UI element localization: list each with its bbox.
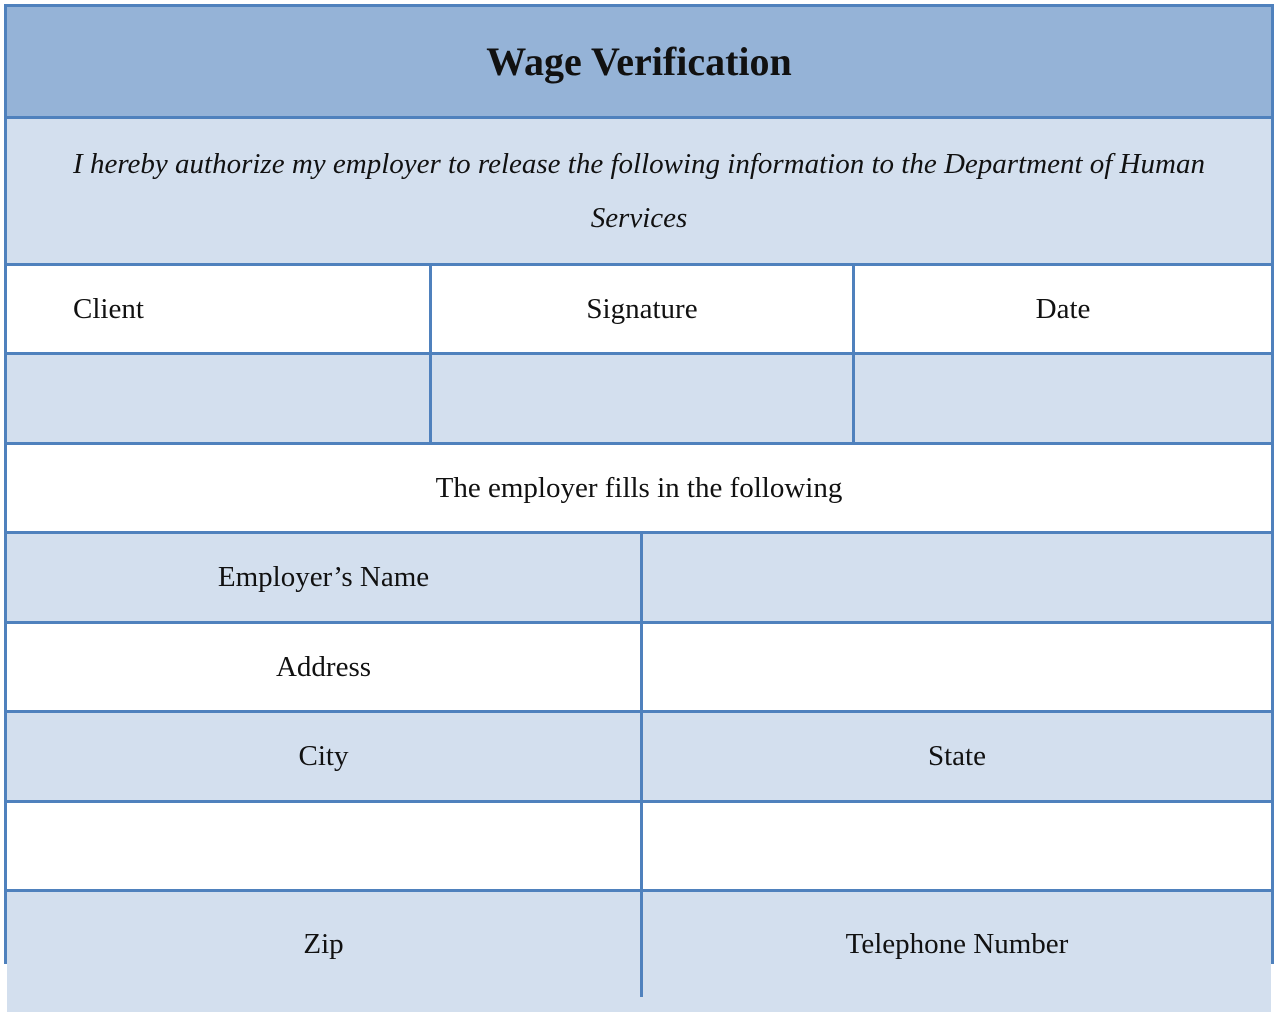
employer-name-label: Employer’s Name xyxy=(217,561,430,593)
client-header-row xyxy=(7,266,1271,355)
city-state-input-row xyxy=(7,803,1271,892)
employer-heading-row xyxy=(7,445,1271,534)
employer-name-row xyxy=(7,534,1271,624)
city-field[interactable] xyxy=(7,803,640,889)
wage-verification-form xyxy=(4,4,1274,964)
state-label: State xyxy=(640,713,1271,800)
client-header: Client xyxy=(73,292,144,325)
zip-label: Zip xyxy=(303,928,344,960)
city-label: City xyxy=(298,740,349,772)
signature-header: Signature xyxy=(429,266,852,352)
client-field[interactable] xyxy=(7,355,429,442)
zip-phone-label-row xyxy=(7,892,1271,1012)
address-row xyxy=(7,624,1271,713)
authorization-text: I hereby authorize my employer to release the following information to the Department of Human Services xyxy=(73,148,1205,234)
client-input-row xyxy=(7,355,1271,445)
date-field[interactable] xyxy=(852,355,1271,442)
address-label: Address xyxy=(275,650,372,683)
form-title: Wage Verification xyxy=(486,39,792,84)
employer-section-heading: The employer fills in the following xyxy=(435,471,843,504)
authorization-row xyxy=(7,119,1271,266)
state-field[interactable] xyxy=(640,803,1271,889)
date-header: Date xyxy=(852,266,1271,352)
address-field[interactable] xyxy=(640,624,1271,710)
city-state-label-row xyxy=(7,713,1271,803)
signature-field[interactable] xyxy=(429,355,852,442)
telephone-label: Telephone Number xyxy=(640,892,1271,997)
employer-name-field[interactable] xyxy=(640,534,1271,621)
title-row xyxy=(7,7,1271,119)
